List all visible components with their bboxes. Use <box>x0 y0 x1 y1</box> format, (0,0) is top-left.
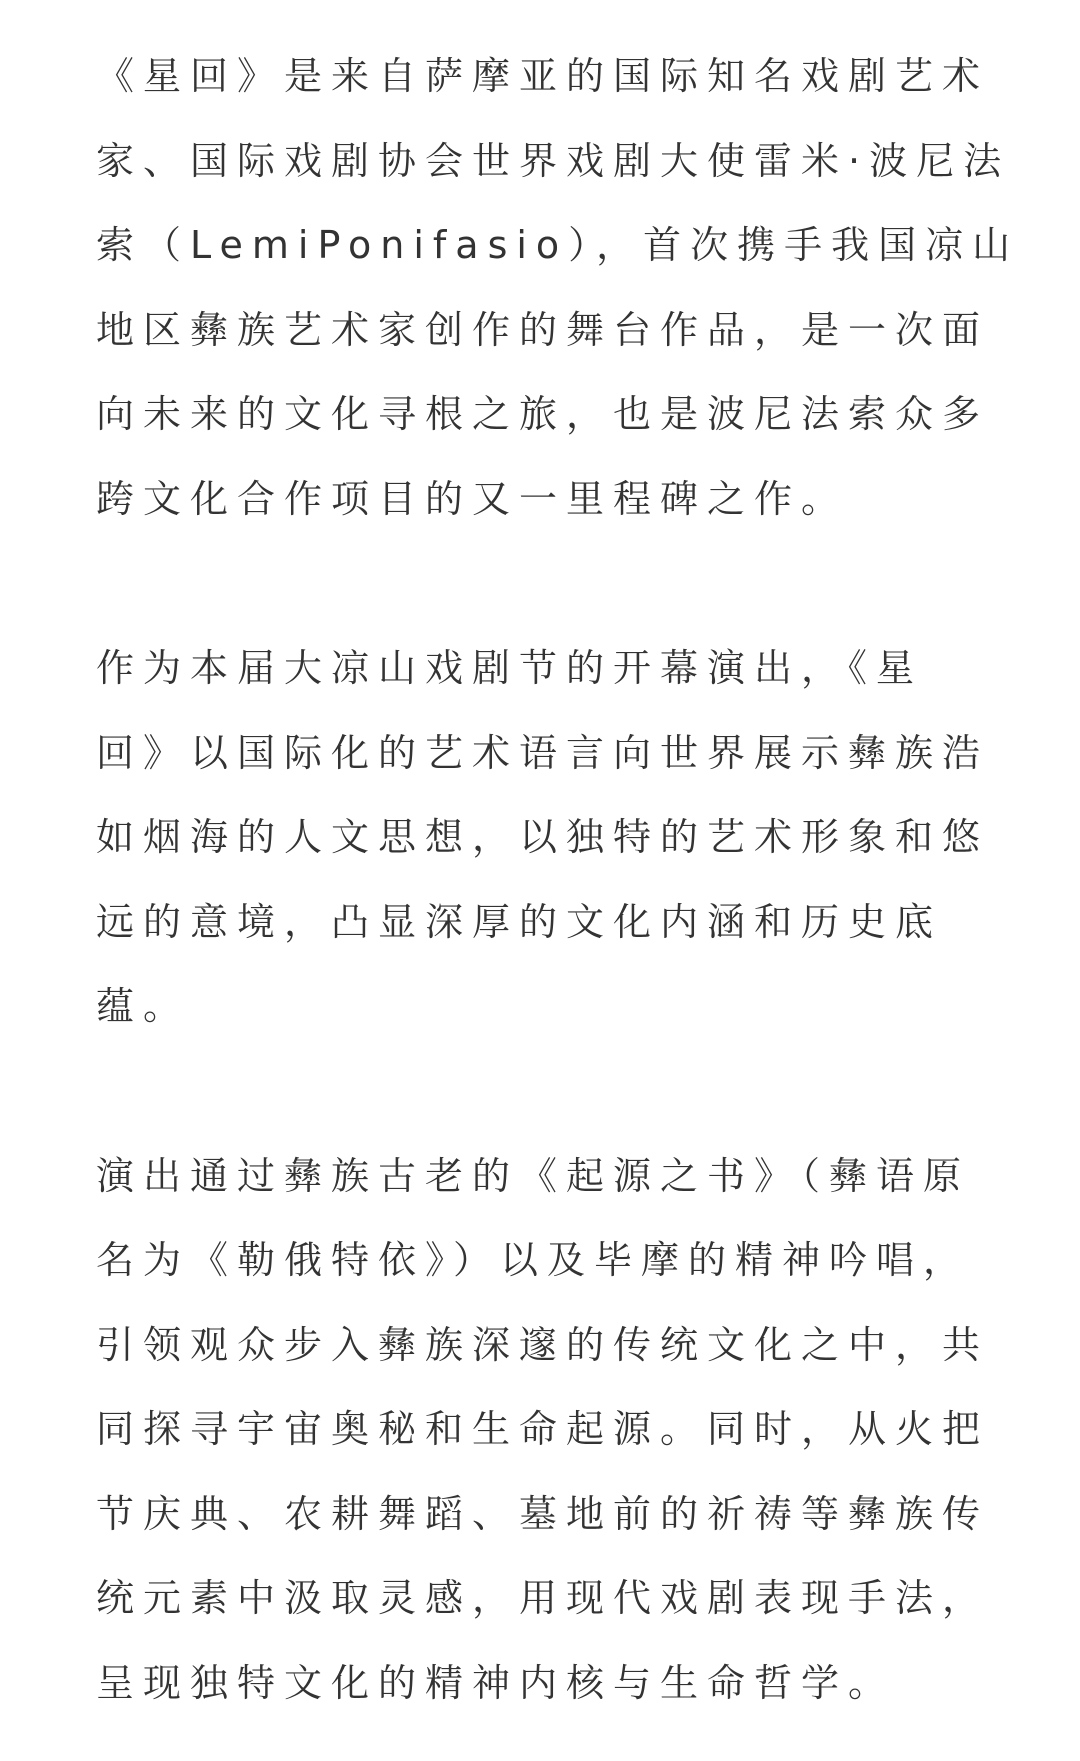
paragraph-2 <box>96 626 996 1049</box>
text-line: 演出通过彝族古老的《起源之书》（彝语原 <box>96 1153 971 1198</box>
text-line: 向未来的文化寻根之旅，也是波尼法索众多 <box>96 392 990 436</box>
text-line: 节庆典、农耕舞蹈、墓地前的祈祷等彝族传 <box>96 1491 990 1536</box>
paragraph-spacer <box>96 1049 996 1134</box>
text-line: 如烟海的人文思想，以独特的艺术形象和悠 <box>96 815 990 859</box>
text-line: 作为本届大凉山戏剧节的开幕演出，《星 <box>96 646 924 690</box>
text-line: 呈现独特文化的精神内核与生命哲学。 <box>96 1660 896 1705</box>
text-line: 远的意境，凸显深厚的文化内涵和历史底 <box>96 899 943 944</box>
text-line: 蕴。 <box>96 984 191 1028</box>
article-body <box>96 34 1020 1725</box>
text-line: 同探寻宇宙奥秘和生命起源。同时，从火把 <box>96 1407 990 1451</box>
text-line: 名为《勒俄特依》）以及毕摩的精神吟唱， <box>96 1238 971 1282</box>
text-line: 统元素中汲取灵感，用现代戏剧表现手法， <box>96 1576 990 1620</box>
text-line: 索（LemiPonifasio），首次携手我国凉山 <box>96 223 1020 267</box>
text-line: 地区彝族艺术家创作的舞台作品，是一次面 <box>96 307 990 352</box>
paragraph-3 <box>96 1134 996 1726</box>
text-line: 跨文化合作项目的又一里程碑之作。 <box>96 476 849 521</box>
paragraph-1 <box>96 34 1020 541</box>
text-line: 家、国际戏剧协会世界戏剧大使雷米·波尼法 <box>96 138 1011 183</box>
text-line: 引领观众步入彝族深邃的传统文化之中，共 <box>96 1322 990 1367</box>
paragraph-spacer <box>96 541 996 626</box>
text-line: 回》以国际化的艺术语言向世界展示彝族浩 <box>96 730 990 775</box>
text-line: 《星回》是来自萨摩亚的国际知名戏剧艺术 <box>96 54 990 98</box>
